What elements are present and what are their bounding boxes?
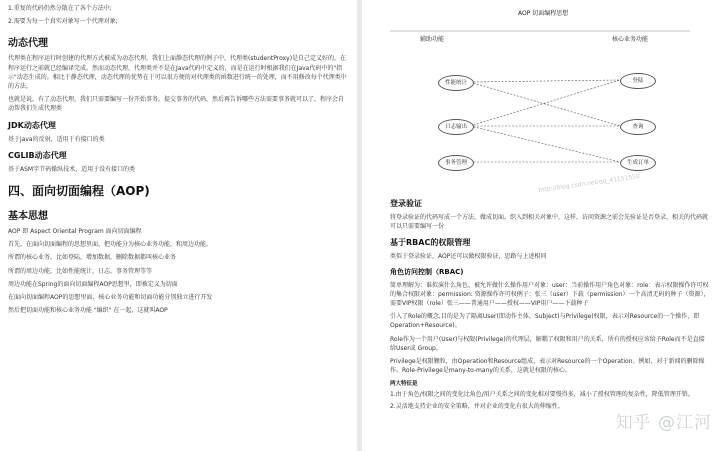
- rbac-paragraph: 类似于登录验证，AOP还可以做权限验证，思路与上述相同: [390, 253, 547, 261]
- basic-line: 在面向切面编程AOP的思想里面，核心业务功能和切面功能分别独立进行开发: [8, 294, 213, 302]
- dynamic-proxy-paragraph-1: 代理类在程序运行时创建的代理方式被成为动态代理。我们上面静态代理的例子中，代理类(studentProxy)是自己定义好的，在程序运行之前就已经编译完成。然而动态代理，代理类并不是在Java代码中定义的，而是在运行时根据我们在Java代码中的"指示"动态生成的。相比于静态代理，动态代理的优势在于可以很方便的对代理类的函数进行统一的处理，而不用修改每个代理类中的方法。: [8, 55, 347, 91]
- login-heading: 登录验证: [390, 199, 422, 208]
- jdk-proxy-paragraph: 基于java的反射，适用于有接口的类: [8, 135, 105, 143]
- jdk-proxy-heading: JDK动态代理: [8, 120, 56, 130]
- feature-item: 1.由于角色/权限之间的变化比角色/用户关系之间的变化相对要慢得多，减小了授权管理的复杂性，降低管理开销。: [390, 391, 694, 399]
- cglib-proxy-paragraph: 基于ASM字节码操纵技术，适用于没有接口的类: [8, 165, 136, 173]
- role-paragraph-2: 引入了Role的概念,目的是为了隔离User(即动作主体，Subject)与Privilege(权限，表示对Resource的一个操作，即Operation+Resource)。: [390, 313, 700, 330]
- left-page: [0, 0, 357, 451]
- node-logging: 日志输出: [438, 119, 474, 135]
- node-login: 登陆: [620, 73, 656, 89]
- rbac-heading: 基于RBAC的权限管理: [390, 238, 471, 248]
- dynamic-proxy-paragraph-2: 也就是说，有了动态代理，我们只需要编写一份开始事务，提交事务的代码，然后再告诉哪些方法需要事务就可以了，程序会自动帮我们生成代理类: [8, 96, 345, 113]
- connector-1: [470, 80, 620, 82]
- dynamic-proxy-heading: 动态代理: [8, 38, 48, 50]
- diagram-title: AOP 切面编程思想: [518, 10, 569, 17]
- basic-line: AOP 即 Aspect Oriental Program 面向切面编程: [8, 228, 142, 236]
- basic-line: 所谓的周边功能，比如性能统计，日志，事务管理等等: [8, 267, 153, 275]
- aop-section-heading: 四、面向切面编程（AOP): [8, 184, 150, 199]
- basic-line: 周边功能在Spring的面向切面编程AOP思想里，即被定义为切面: [8, 280, 178, 288]
- diagram-right-header: 核心业务功能: [612, 36, 649, 43]
- connector-6: [470, 126, 620, 162]
- role-paragraph-1: 简单理解为：谁拟演什么角色，被允许做什么操作用户对象：user：当前操作用户角色对象：role：表示权限操作许可权的集合权限对象：permission: 资源操作许可权例子：张三（user）下载（permission）一个高清无码的种子（资源），需要VIP权限（role）张三——普通用户——授权——VIP用户——下载种子: [390, 281, 710, 308]
- node-query: 查询: [620, 119, 656, 135]
- cglib-proxy-heading: CGLIB动态代理: [8, 150, 67, 160]
- node-performance: 性能统计: [438, 75, 474, 91]
- right-page: [362, 0, 720, 451]
- aop-diagram: [390, 4, 690, 194]
- intro-line-2: 2.需要为每一个真实对象写一个代理对象;: [8, 18, 118, 26]
- intro-line-1: 1.重复的代码仍然分散在了各个方法中;: [8, 5, 112, 12]
- features-heading: 两大特征是: [390, 381, 418, 388]
- connector-2: [470, 80, 620, 126]
- blog-watermark: http://blog.csdn.net/qq_41151550: [538, 172, 641, 195]
- role-paragraph-4: Privilege是权限颗粒，由Operation和Resource组成，表示对Resource的一个Operation。例如，对于新闻的删除操作。Role-Privilege是many-to-many的关系，这就是权限的核心。: [390, 358, 705, 375]
- role-heading: 角色访问控制（RBAC): [390, 267, 464, 276]
- role-paragraph-3: Role作为一个用户(User)与权限(Privilege)的代理层，解耦了权限和用户的关系，所有的授权应该给予Role而不是直接给User或 Group。: [390, 335, 705, 352]
- login-paragraph: 将登录验证的代码写成一个方法，做成切面，织入到相关对象中，这样，访问资源之前会先验证是否登录，相关的代码就可以只需要编写一份: [390, 214, 709, 231]
- connector-4: [470, 82, 620, 126]
- diagram-left-header: 辅助功能: [420, 36, 445, 43]
- basic-line: 首先，在面向切面编程的思想里面，把功能分为核心业务功能，和周边功能。: [8, 241, 213, 249]
- basic-idea-heading: 基本思想: [8, 211, 48, 223]
- feature-item: 2.灵活地支持企业的安全策略，并对企业的变化有很大的伸缩性。: [390, 403, 564, 411]
- zhihu-watermark: 知乎 @江河: [615, 413, 712, 433]
- basic-line: 所谓的核心业务，比如登陆，增加数据，删除数据都叫核心业务: [8, 254, 177, 262]
- node-order: 生成订单: [620, 155, 656, 171]
- basic-line: 然后把切面功能和核心业务功能 "编织" 在一起，这就叫AOP: [8, 307, 168, 315]
- node-transaction: 事务管理: [438, 155, 474, 171]
